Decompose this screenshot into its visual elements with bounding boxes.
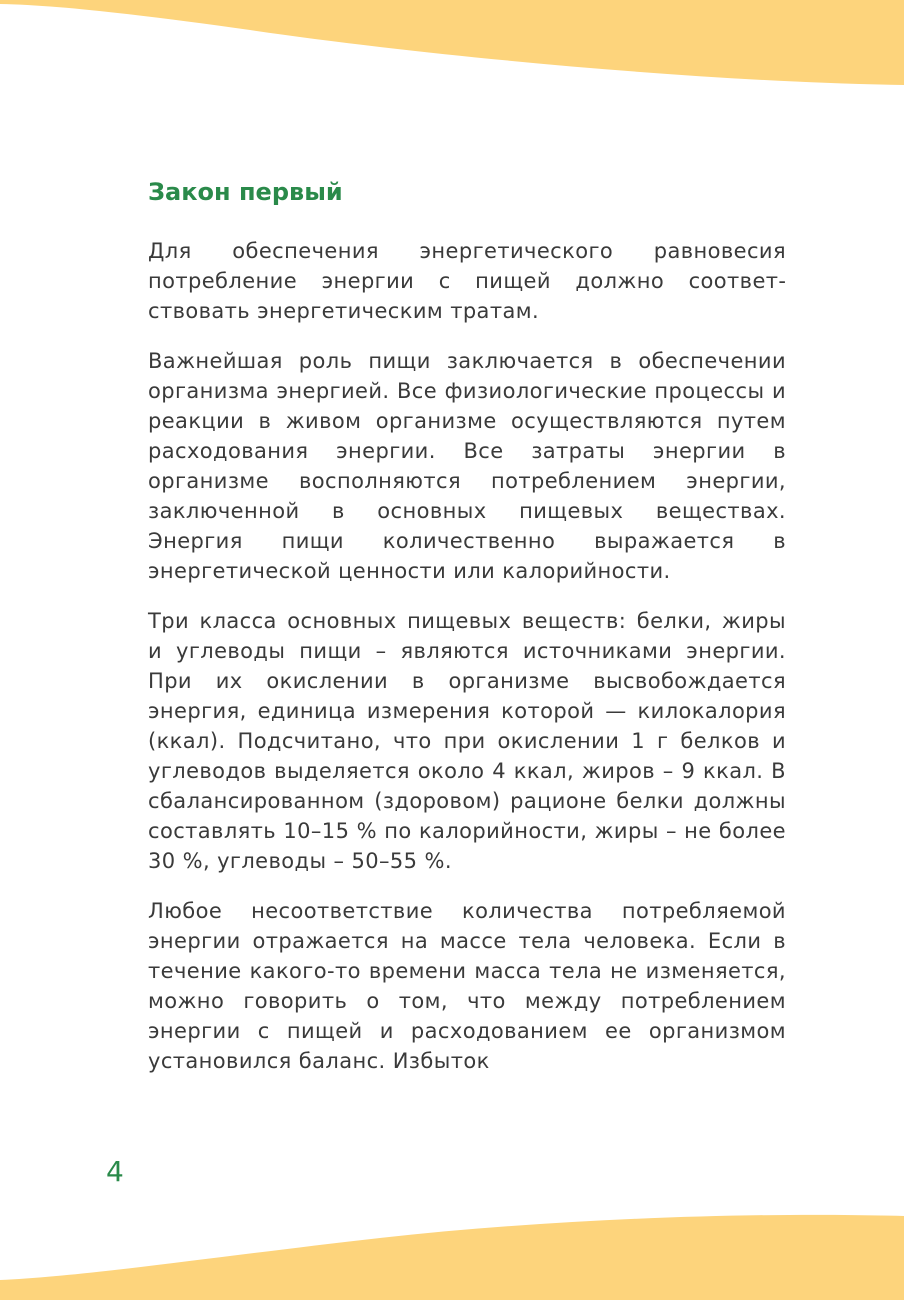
- paragraph-food-role: Важнейшая роль пищи заключается в обеспечении организма энергией. Все физиологические процессы и реакции в живом организме осуществляются путем расходования энергии. Все затраты энергии в организме восполняются потреблением энергии, заключенной в основных пищевых веществах. Энергия пищи количественно выражается в энергетической ценности или калорийности.: [148, 349, 786, 583]
- bottom-wave-shape: [0, 1215, 904, 1300]
- main-content: [148, 170, 786, 1096]
- section-heading: Закон первый: [148, 178, 343, 206]
- top-wave-shape: [0, 0, 904, 85]
- paragraph-body-mass: Любое несоответствие количества потребляемой энергии отражается на массе тела человека. Если в течение какого-то времени масса тела не изменяется, можно говорить о том, что между потреблением энергии с пищей и расходованием ее организмом установился баланс. Избыток: [148, 899, 786, 1073]
- top-wave-decoration: [0, 0, 904, 90]
- paragraph-nutrient-classes: Три класса основных пищевых веществ: белки, жиры и углеводы пищи – являются источниками энергии. При их окислении в организме высвобождается энергия, единица измерения которой — килокалория (ккал). Подсчитано, что при окислении 1 г белков и углеводов выделяется около 4 ккал, жиров – 9 ккал. В сбалансированном (здоровом) рационе белки должны составлять 10–15 % по калорийности, жиры – не более 30 %, углеводы – 50–55 %.: [148, 609, 786, 873]
- page-number: 4: [106, 1155, 124, 1188]
- bottom-wave-decoration: [0, 1210, 904, 1300]
- paragraph-energy-balance: Для обеспечения энергетического равновесия потребление энергии с пищей должно соответствовать энергетическим тратам.: [148, 239, 786, 323]
